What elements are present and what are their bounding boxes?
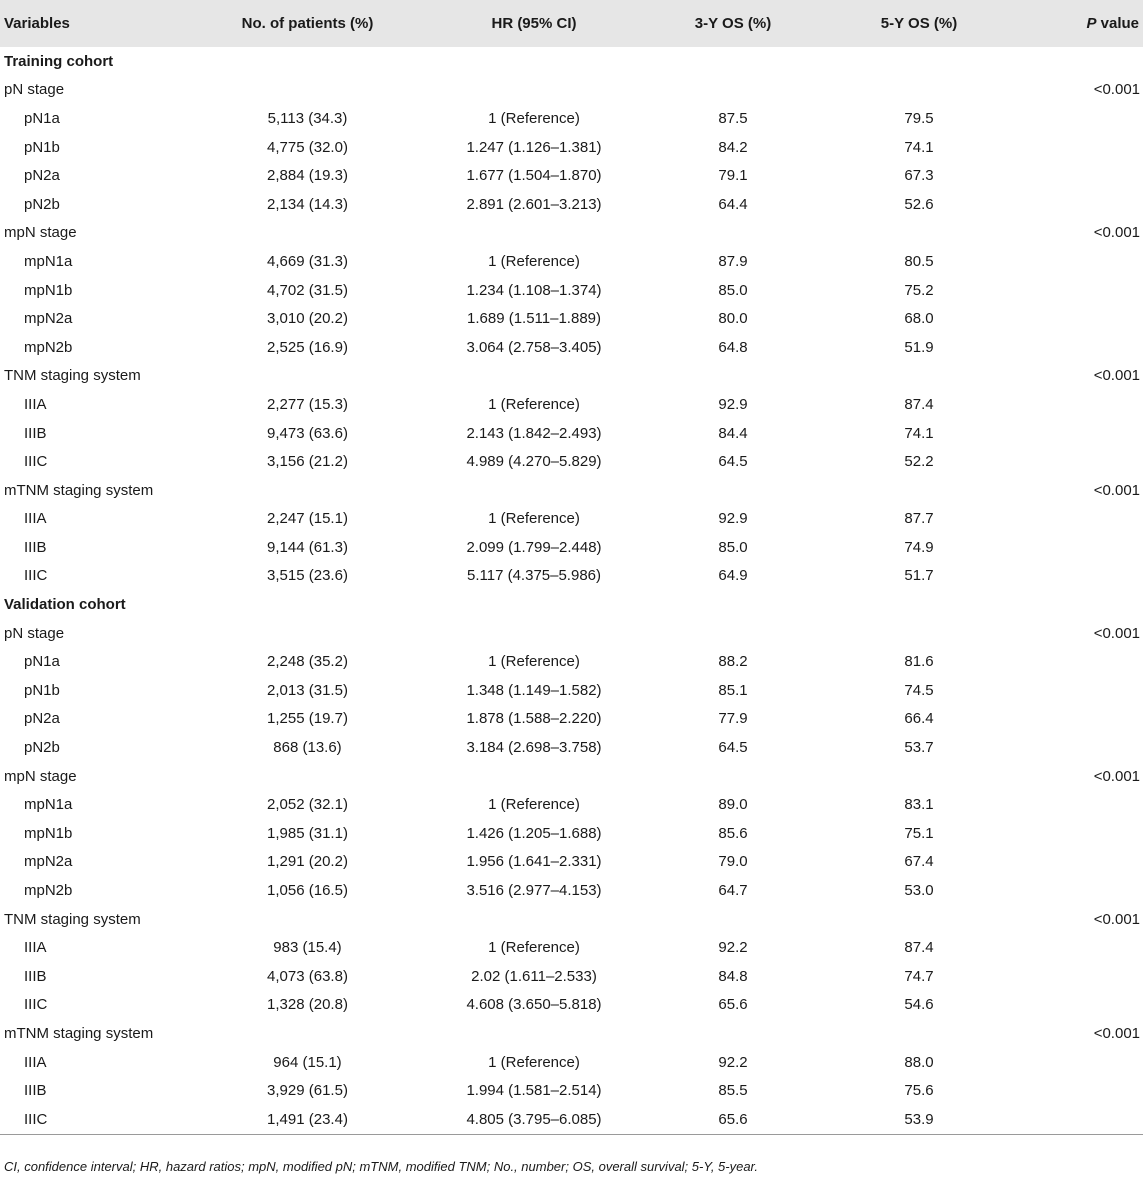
hr-cell: 1.247 (1.126–1.381) [466, 138, 602, 156]
os3-cell: 79.0 [718, 853, 748, 871]
group-row [0, 762, 1143, 791]
variable-cell: IIIB [24, 424, 47, 442]
os3-cell: 77.9 [718, 710, 748, 728]
hr-cell: 2.099 (1.799–2.448) [466, 538, 602, 556]
p-value-cell [1025, 190, 1143, 219]
os3-cell: 85.1 [718, 681, 748, 699]
os5-cell: 66.4 [904, 710, 934, 728]
header-p-italic: P [1086, 15, 1097, 32]
os3-cell: 64.5 [718, 453, 748, 471]
table-row [0, 447, 1143, 476]
header-p-value [1025, 0, 1143, 47]
p-value-cell [1025, 1105, 1143, 1134]
p-value-cell: <0.001 [1093, 367, 1140, 385]
hr-cell: 2.02 (1.611–2.533) [471, 967, 597, 985]
hr-cell: 1.994 (1.581–2.514) [466, 1082, 602, 1100]
os3-cell: 64.8 [718, 338, 748, 356]
os5-cell: 51.7 [904, 567, 934, 585]
p-value-cell [1025, 676, 1143, 705]
p-value-cell [1025, 247, 1143, 276]
table-row [0, 533, 1143, 562]
table-row [0, 676, 1143, 705]
patients-cell: 2,248 (35.2) [267, 653, 348, 671]
patients-cell: 1,328 (20.8) [267, 996, 348, 1014]
variable-cell: IIIC [24, 567, 48, 585]
os3-cell: 85.0 [718, 281, 748, 299]
hr-cell: 2.143 (1.842–2.493) [466, 424, 602, 442]
hr-cell: 1.234 (1.108–1.374) [466, 281, 602, 299]
p-value-cell [1025, 1048, 1143, 1077]
patients-cell: 868 (13.6) [273, 739, 342, 757]
os5-cell: 74.1 [904, 138, 934, 156]
p-value-cell [1025, 848, 1143, 877]
table-row [0, 647, 1143, 676]
table-row [0, 733, 1143, 762]
variable-cell: mpN2b [24, 882, 73, 900]
os3-cell: 85.6 [718, 824, 748, 842]
p-value-cell [1025, 819, 1143, 848]
p-value-cell [1025, 505, 1143, 534]
variable-cell: mpN2b [24, 338, 73, 356]
p-value-cell [1025, 333, 1143, 362]
table-row [0, 848, 1143, 877]
header-3y-os: 3-Y OS (%) [694, 15, 772, 32]
patients-cell: 964 (15.1) [273, 1053, 342, 1071]
os5-cell: 88.0 [904, 1053, 934, 1071]
variable-cell: IIIA [24, 395, 47, 413]
variable-cell: IIIB [24, 967, 47, 985]
os5-cell: 74.5 [904, 681, 934, 699]
header-patients: No. of patients (%) [241, 15, 374, 32]
table-row [0, 562, 1143, 591]
os5-cell: 51.9 [904, 338, 934, 356]
os5-cell: 75.1 [904, 824, 934, 842]
hr-cell: 1.878 (1.588–2.220) [466, 710, 602, 728]
group-label: mTNM staging system [4, 481, 154, 499]
hr-cell: 1.677 (1.504–1.870) [466, 167, 602, 185]
p-value-cell: <0.001 [1093, 224, 1140, 242]
os5-cell: 75.2 [904, 281, 934, 299]
p-value-cell [1025, 876, 1143, 905]
variable-cell: pN1a [24, 109, 60, 127]
cohort-row [0, 47, 1143, 76]
p-value-cell [1025, 733, 1143, 762]
os3-cell: 80.0 [718, 310, 748, 328]
variable-cell: mpN1b [24, 281, 73, 299]
os3-cell: 89.0 [718, 796, 748, 814]
os5-cell: 53.7 [904, 739, 934, 757]
os3-cell: 84.4 [718, 424, 748, 442]
variable-cell: pN1a [24, 653, 60, 671]
p-value-cell [1025, 562, 1143, 591]
variable-cell: pN2a [24, 167, 60, 185]
table-row [0, 104, 1143, 133]
os5-cell: 81.6 [904, 653, 934, 671]
table-header-row [0, 0, 1143, 47]
p-value-cell [1025, 161, 1143, 190]
p-value-cell [1025, 304, 1143, 333]
p-value-cell [1025, 962, 1143, 991]
hr-cell: 2.891 (2.601–3.213) [466, 195, 602, 213]
variable-cell: IIIC [0, 1105, 200, 1134]
os3-cell: 92.9 [718, 510, 748, 528]
p-value-cell [1025, 104, 1143, 133]
variable-cell: pN1b [24, 681, 60, 699]
group-row [0, 219, 1143, 248]
group-label: mTNM staging system [4, 1024, 154, 1042]
patients-cell: 983 (15.4) [273, 939, 342, 957]
hr-cell: 1 (Reference) [488, 109, 580, 127]
hr-cell: 1 (Reference) [488, 939, 580, 957]
hr-cell: 1 (Reference) [488, 395, 580, 413]
variable-cell: IIIC [24, 996, 48, 1014]
os3-cell: 87.9 [718, 252, 748, 270]
hr-cell: 1.956 (1.641–2.331) [466, 853, 602, 871]
variable-cell: IIIA [24, 510, 47, 528]
os3-cell: 87.5 [718, 109, 748, 127]
patients-cell: 3,156 (21.2) [267, 453, 348, 471]
variable-cell: IIIA [24, 1053, 47, 1071]
p-value-cell [1025, 705, 1143, 734]
variable-cell: mpN1a [24, 252, 73, 270]
p-value-cell [1025, 647, 1143, 676]
patients-cell: 2,525 (16.9) [267, 338, 348, 356]
table-row [0, 1105, 1143, 1134]
os5-cell: 74.9 [904, 538, 934, 556]
patients-cell: 1,291 (20.2) [267, 853, 348, 871]
cohort-label: Training cohort [4, 52, 114, 70]
table-row [0, 390, 1143, 419]
table-row [0, 161, 1143, 190]
os3-cell: 79.1 [718, 167, 748, 185]
variable-cell: IIIB [24, 538, 47, 556]
hr-cell: 3.516 (2.977–4.153) [466, 882, 602, 900]
patients-cell: 1,985 (31.1) [267, 824, 348, 842]
os5-cell: 53.0 [904, 882, 934, 900]
cohort-label: Validation cohort [4, 596, 126, 614]
os5-cell: 54.6 [904, 996, 934, 1014]
os3-cell: 84.2 [718, 138, 748, 156]
table-row [0, 705, 1143, 734]
os3-cell: 92.9 [718, 395, 748, 413]
patients-cell: 4,073 (63.8) [267, 967, 348, 985]
os5-cell: 67.3 [904, 167, 934, 185]
table-body [0, 47, 1143, 1134]
p-value-cell [1025, 419, 1143, 448]
variable-cell: mpN1b [24, 824, 73, 842]
os5-cell: 53.9 [813, 1105, 1025, 1134]
variable-cell: pN2b [24, 739, 60, 757]
header-variables: Variables [4, 15, 70, 32]
patients-cell: 1,255 (19.7) [267, 710, 348, 728]
hr-cell: 1.426 (1.205–1.688) [466, 824, 602, 842]
patients-cell: 3,010 (20.2) [267, 310, 348, 328]
cohort-row [0, 590, 1143, 619]
table-row [0, 190, 1143, 219]
group-label: pN stage [4, 624, 65, 642]
patients-cell: 4,775 (32.0) [267, 138, 348, 156]
patients-cell: 2,134 (14.3) [267, 195, 348, 213]
table-row [0, 991, 1143, 1020]
table-row [0, 933, 1143, 962]
group-label: TNM staging system [4, 910, 141, 928]
os3-cell: 64.7 [718, 882, 748, 900]
table-row [0, 419, 1143, 448]
variable-cell: IIIC [24, 453, 48, 471]
os3-cell: 92.2 [718, 939, 748, 957]
group-label: TNM staging system [4, 367, 141, 385]
patients-cell: 1,056 (16.5) [267, 882, 348, 900]
group-label: mpN stage [4, 224, 77, 242]
os5-cell: 87.4 [904, 395, 934, 413]
patients-cell: 2,884 (19.3) [267, 167, 348, 185]
table-row [0, 1076, 1143, 1105]
os5-cell: 74.7 [904, 967, 934, 985]
p-value-cell [1025, 133, 1143, 162]
table-row [0, 276, 1143, 305]
os3-cell: 85.0 [718, 538, 748, 556]
os5-cell: 67.4 [904, 853, 934, 871]
os5-cell: 80.5 [904, 252, 934, 270]
hr-cell: 1 (Reference) [488, 653, 580, 671]
table-row [0, 505, 1143, 534]
os5-cell: 87.4 [904, 939, 934, 957]
hr-cell: 5.117 (4.375–5.986) [467, 567, 601, 585]
patients-cell: 2,277 (15.3) [267, 395, 348, 413]
patients-cell: 9,473 (63.6) [267, 424, 348, 442]
hr-cell: 1.348 (1.149–1.582) [466, 681, 602, 699]
group-row [0, 619, 1143, 648]
p-value-cell: <0.001 [1093, 481, 1140, 499]
patients-cell: 5,113 (34.3) [267, 109, 348, 127]
p-value-cell [1025, 991, 1143, 1020]
hr-cell: 1 (Reference) [488, 1053, 580, 1071]
os3-cell: 65.6 [653, 1105, 813, 1134]
os5-cell: 79.5 [904, 109, 934, 127]
header-p-rest: value [1096, 15, 1139, 32]
table-row [0, 790, 1143, 819]
os3-cell: 64.9 [718, 567, 748, 585]
hr-cell: 1 (Reference) [488, 796, 580, 814]
hr-cell: 4.805 (3.795–6.085) [415, 1105, 653, 1134]
header-hr: HR (95% CI) [491, 15, 577, 32]
hr-cell: 1 (Reference) [488, 252, 580, 270]
variable-cell: mpN1a [24, 796, 73, 814]
variable-cell: mpN2a [24, 853, 73, 871]
os3-cell: 84.8 [718, 967, 748, 985]
os5-cell: 83.1 [904, 796, 934, 814]
variable-cell: mpN2a [24, 310, 73, 328]
patients-cell: 3,929 (61.5) [267, 1082, 348, 1100]
os5-cell: 52.6 [904, 195, 934, 213]
header-5y-os: 5-Y OS (%) [880, 15, 958, 32]
table-row [0, 304, 1143, 333]
hr-cell: 4.608 (3.650–5.818) [466, 996, 602, 1014]
os3-cell: 92.2 [718, 1053, 748, 1071]
group-label: pN stage [4, 81, 65, 99]
variable-cell: pN2b [24, 195, 60, 213]
hr-cell: 4.989 (4.270–5.829) [466, 453, 602, 471]
table-row [0, 247, 1143, 276]
p-value-cell: <0.001 [1093, 624, 1140, 642]
patients-cell: 3,515 (23.6) [267, 567, 348, 585]
patients-cell: 9,144 (61.3) [267, 538, 348, 556]
p-value-cell: <0.001 [1093, 1024, 1140, 1042]
patients-cell: 4,669 (31.3) [267, 252, 348, 270]
table-footnote: CI, confidence interval; HR, hazard ratios; mpN, modified pN; mTNM, modified TNM; No., number; OS, overall survival; 5-Y, 5-year. [4, 1159, 759, 1174]
p-value-cell [1025, 533, 1143, 562]
table-row [0, 876, 1143, 905]
os3-cell: 65.6 [718, 996, 748, 1014]
patients-cell: 1,491 (23.4) [200, 1105, 415, 1134]
os3-cell: 88.2 [718, 653, 748, 671]
group-row [0, 905, 1143, 934]
os3-cell: 85.5 [718, 1082, 748, 1100]
p-value-cell [1025, 933, 1143, 962]
hr-cell: 3.064 (2.758–3.405) [466, 338, 602, 356]
group-label: mpN stage [4, 767, 77, 785]
p-value-cell [1025, 790, 1143, 819]
variable-cell: pN2a [24, 710, 60, 728]
group-row [0, 1019, 1143, 1048]
p-value-cell: <0.001 [1093, 767, 1140, 785]
table-row [0, 962, 1143, 991]
table-row [0, 819, 1143, 848]
group-row [0, 362, 1143, 391]
p-value-cell [1025, 276, 1143, 305]
variable-cell: pN1b [24, 138, 60, 156]
os5-cell: 68.0 [904, 310, 934, 328]
group-row [0, 76, 1143, 105]
hr-cell: 1.689 (1.511–1.889) [467, 310, 601, 328]
os5-cell: 87.7 [904, 510, 934, 528]
hr-cell: 1 (Reference) [488, 510, 580, 528]
variable-cell: IIIA [24, 939, 47, 957]
os5-cell: 74.1 [904, 424, 934, 442]
patients-cell: 2,013 (31.5) [267, 681, 348, 699]
variable-cell: IIIB [24, 1082, 47, 1100]
p-value-cell [1025, 390, 1143, 419]
patients-cell: 2,052 (32.1) [267, 796, 348, 814]
p-value-cell: <0.001 [1093, 910, 1140, 928]
table-row [0, 333, 1143, 362]
hr-cell: 3.184 (2.698–3.758) [466, 739, 602, 757]
os5-cell: 52.2 [904, 453, 934, 471]
patients-cell: 2,247 (15.1) [267, 510, 348, 528]
os5-cell: 75.6 [904, 1082, 934, 1100]
group-row [0, 476, 1143, 505]
p-value-cell [1025, 1076, 1143, 1105]
table-row [0, 133, 1143, 162]
os3-cell: 64.5 [718, 739, 748, 757]
p-value-cell: <0.001 [1093, 81, 1140, 99]
p-value-cell [1025, 447, 1143, 476]
patients-cell: 4,702 (31.5) [267, 281, 348, 299]
table-row [0, 1048, 1143, 1077]
os3-cell: 64.4 [718, 195, 748, 213]
